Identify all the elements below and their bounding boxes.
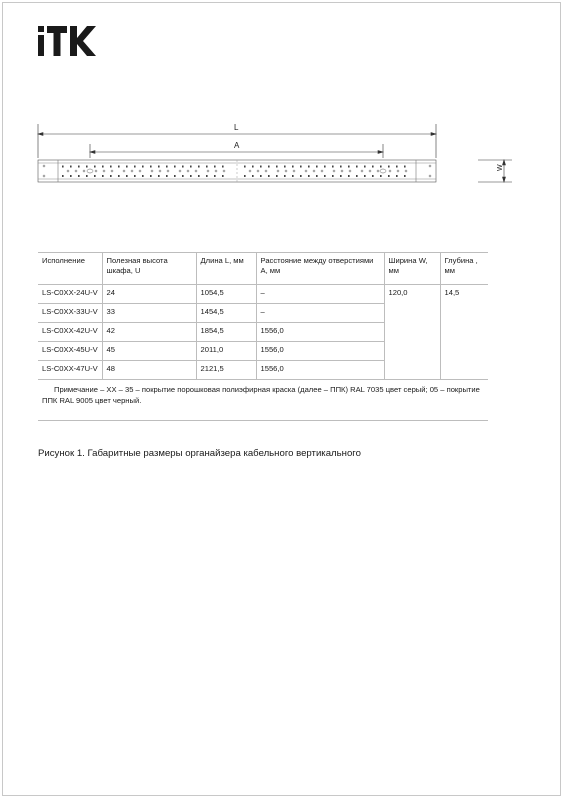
cell-length: 2121,5 (196, 361, 256, 380)
cell-height: 45 (102, 342, 196, 361)
header-height: Полезная высота шкафа, U (102, 253, 196, 285)
cell-width: 120,0 (384, 285, 440, 380)
cell-length: 1454,5 (196, 304, 256, 323)
spec-table (38, 252, 488, 421)
cell-length: 1054,5 (196, 285, 256, 304)
cell-height: 24 (102, 285, 196, 304)
cell-model: LS-C0XX-33U-V (38, 304, 102, 323)
cell-height: 48 (102, 361, 196, 380)
figure-caption: Рисунок 1. Габаритные размеры органайзера кабельного вертикального (38, 448, 361, 459)
itk-logo (38, 26, 98, 56)
cell-height: 33 (102, 304, 196, 323)
cell-length: 1854,5 (196, 323, 256, 342)
cell-depth: 14,5 (440, 285, 488, 380)
cell-height: 42 (102, 323, 196, 342)
cell-model: LS-C0XX-42U-V (38, 323, 102, 342)
header-length: Длина L, мм (196, 253, 256, 285)
technical-drawing (30, 118, 520, 198)
dimension-w-label: W (497, 164, 504, 171)
table-note: Примечание – XX – 35 – покрытие порошковая полиэфирная краска (далее – ППК) RAL 7035 цвет серый; 05 – покрытие ППК RAL 9005 цвет черный. (38, 380, 488, 421)
dimension-a-label: A (234, 141, 240, 150)
table-row (38, 285, 488, 304)
cell-distance: – (256, 304, 384, 323)
table-note-row (38, 380, 488, 421)
cell-length: 2011,0 (196, 342, 256, 361)
cell-distance: 1556,0 (256, 323, 384, 342)
cell-distance: 1556,0 (256, 342, 384, 361)
header-depth: Глубина , мм (440, 253, 488, 285)
table-header-row (38, 253, 488, 285)
header-model: Исполнение (38, 253, 102, 285)
header-width: Ширина W, мм (384, 253, 440, 285)
cell-distance: 1556,0 (256, 361, 384, 380)
cell-model: LS-C0XX-24U-V (38, 285, 102, 304)
cell-model: LS-C0XX-45U-V (38, 342, 102, 361)
cell-distance: – (256, 285, 384, 304)
cell-model: LS-C0XX-47U-V (38, 361, 102, 380)
dimension-l-label: L (234, 123, 239, 132)
header-distance: Расстояние между отверстиями A, мм (256, 253, 384, 285)
